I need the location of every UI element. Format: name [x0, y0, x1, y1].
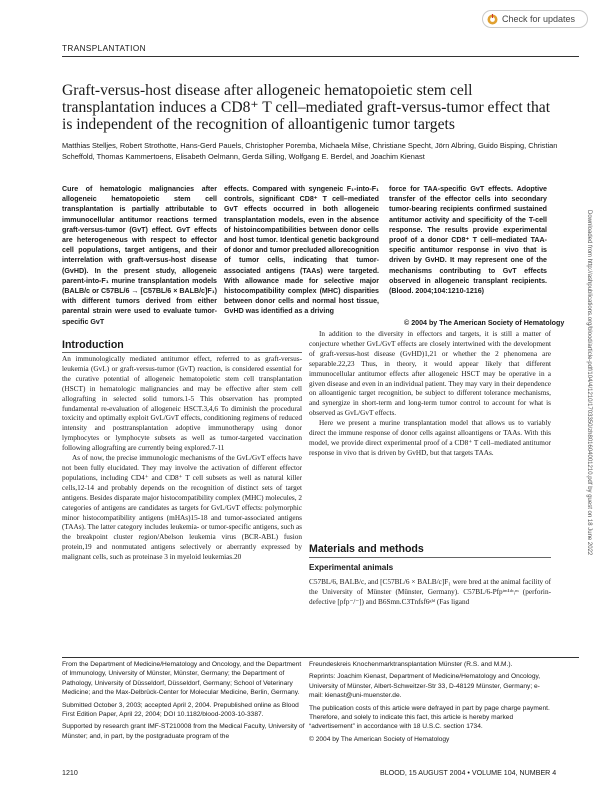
abstract-col-1: Cure of hematologic malignancies after allogeneic hematopoietic stem cell transplantation is partially attributable to immunocellular antitumor reactions termed graft-versus-tumor (GvT) effect. GvT effects are heterogeneous with respect to effector cell populations, target antigens, and their interrelation with graft-versus-host disease (GvHD). In the present study, allogeneic parent-into-F₁ murine transplantation models (BALB/c or C57BL/6 → [C57BL/6 × BALB/c]F₁) with different tumors derived from either parental strain were used to evaluate tumor-specific GvT — [62, 185, 217, 326]
footnotes-right — [309, 660, 551, 747]
footnote-reprints: Reprints: Joachim Kienast, Department of Medicine/Hematology and Oncology, University of Münster, Albert-Schweitzer-Str 33, D-48129 Münster, Germany; e-mail: kienast@uni-muenster.de. — [309, 673, 541, 700]
footnote-submitted: Submitted October 3, 2003; accepted April 2, 2004. Prepublished online as Blood First Edition Paper, April 22, 2004; DOI 10.1182/blood-2003-10-3387. — [62, 701, 299, 719]
footnote-copyright: © 2004 by The American Society of Hematology — [309, 735, 450, 743]
update-badge-icon — [487, 14, 498, 25]
footnote-rule — [62, 657, 579, 658]
abstract-copyright: © 2004 by The American Society of Hematology — [404, 319, 565, 327]
introduction-heading: Introduction — [62, 339, 124, 351]
methods-subheading: Experimental animals — [309, 563, 394, 572]
download-notice: Downloaded from http://ashpublications.org/blood/article-pdf/104/4/1210/1703350/zh801604001210.pdf by guest on 18 June 2022 — [586, 210, 592, 556]
intro-paragraph: Here we present a murine transplantation model that allows us to variably direct the immune response of donor cells against alloantigens or TAAs. With this model, we provide direct experimental proof of a CD8⁺ T cell–mediated antitumor response in vivo that is driven by GvHD, but that targets TAAs. — [309, 419, 551, 457]
intro-paragraph: In addition to the diversity in effectors and targets, it is still a matter of conjecture whether GvL/GvT effects are closely intertwined with the development of graft-versus-host disease (GvHD)1,21 or whether the 2 phenomena are separable.22,23 Thus, in theory, it would appear likely that different immunocellular antitumor effects after allogeneic HSCT may be operative in a given disease and even in an individual patient. They may vary in their dependence on alloantigenic target recognition, be subject to different tolerance mechanisms, and synergize in short-term and long-term tumor control to account for what is observed as GvL/GvT effects. — [309, 330, 551, 418]
footnotes-left — [62, 660, 307, 744]
methods-heading: Materials and methods — [309, 543, 424, 555]
check-for-updates-badge[interactable] — [482, 10, 588, 28]
intro-rule — [62, 352, 302, 353]
intro-right-column — [309, 330, 551, 459]
header-rule — [62, 56, 579, 57]
methods-text: C57BL/6, BALB/c, and [C57BL/6 × BALB/c]F₁ were bred at the animal facility of the University of Münster (Münster, Germany). C57BL/6-Pfpᵗᵐ¹ᵈᶜᵢᵐ (perforin-defective [pfp⁻/⁻]) and B6Smn.C3Tnfsf6ᵍˡᵈ (Fas ligand — [309, 578, 551, 606]
abstract-col-2: effects. Compared with syngeneic F₁-into-F₁ controls, significant CD8⁺ T cell–mediated GvT effects occurred in both allogeneic transplantation models, even in the absence of histoincompatibilities between donor cells and host tumor. Identical genetic background of donor and tumor precluded allorecognition of tumor cells, indicating that tumor-associated antigens (TAAs) were targeted. With allowance made for selective major histocompatibility complex (MHC) disparities between donor cells and normal host tissue, GvHD was identified as a driving — [224, 185, 379, 316]
download-sidebar — [585, 210, 595, 660]
footnote-charges: The publication costs of this article were defrayed in part by page charge payment. Therefore, and solely to indicate this fact, this article is hereby marked “advertisement” in accordance with 18 U.S.C. section 1734. — [309, 704, 550, 731]
page-number: 1210 — [62, 769, 78, 777]
badge-label: Check for updates — [502, 14, 576, 24]
footnote-continued: Freundeskreis Knochenmarktransplantation Münster (R.S. and M.M.). — [309, 661, 513, 668]
methods-rule — [309, 557, 551, 558]
article-title: Graft-versus-host disease after allogeneic hematopoietic stem cell transplantation induces a CD8⁺ T cell–mediated graft-versus-tumor effect that is independent of the recognition of alloantigenic tumor targets — [62, 82, 551, 133]
section-label: TRANSPLANTATION — [62, 44, 146, 53]
footnote-affiliations: From the Department of Medicine/Hematology and Oncology, and the Department of Immunology, University of Münster, Münster, Germany; the Department of Pathology, University of Düsseldorf, Düsseldorf, Germany; School of Veterinary Medicine; and the Max-Delbrück-Center for Molecular Medicine, Berlin, Germany. — [62, 661, 302, 697]
journal-citation: BLOOD, 15 AUGUST 2004 • VOLUME 104, NUMBER 4 — [380, 769, 557, 777]
footnote-support: Supported by research grant IMF-ST210008 from the Medical Faculty, University of Münster; and, in part, by the postgraduate program of the — [62, 723, 305, 740]
intro-left-column — [62, 355, 302, 563]
author-list: Matthias Stelljes, Robert Strothotte, Hans-Gerd Pauels, Christopher Poremba, Michaela Milse, Christiane Specht, Jörn Albring, Guido Bisping, Christian Scheffold, Thomas Kammertoens, Elisabeth Oelmann, Gerda Silling, Wolfgang E. Berdel, and Joachim Kienast — [62, 141, 558, 161]
abstract-col-3: force for TAA-specific GvT effects. Adoptive transfer of the effector cells into secondary tumor-bearing recipients confirmed sustained antitumor activity and specificity of the T-cell response. The results provide experimental proof of a donor CD8⁺ T cell–mediated TAA-specific antitumor response in vivo that is driven by GvHD. It may represent one of the mechanisms contributing to GvT effects observed in allogeneic transplant recipients. (Blood. 2004;104:1210-1216) — [389, 185, 547, 296]
intro-paragraph: An immunologically mediated antitumor effect, referred to as graft-versus-leukemia (GvL) or graft-versus-tumor (GvT) reaction, is considered essential for the curative potential of allogeneic hematopoietic stem cell transplantation (HSCT) in hematologic malignancies and may be effective after stem cell allografting in selected solid tumors.1-5 This observation has prompted fundamental re-evaluation of allogeneic HSCT.3,4,6 To diminish the procedural toxicity and optimally exploit GvL/GvT effects, conditioning regimens of reduced intensity and posttransplantation adoptive immunotherapy using donor lymphocytes or lymphocyte subsets as well as tumor-targeted vaccination following allografting are currently being explored.7-11 — [62, 355, 302, 453]
intro-paragraph: As of now, the precise immunologic mechanisms of the GvL/GvT effects have not been fully elucidated. They may involve the activation of different effector populations, including CD4⁺ and CD8⁺ T cell subsets as well as natural killer cells,12-14 and probably depends on the recognition of distinct sets of target antigens. Besides disparate major histocompatibility complex (MHC) molecules, 2 categories of antigens are candidates as targets for GvL/GvT effects: polymorphic minor histocompatibility antigens (mHAs)15-18 and tumor-associated antigens (TAAs). The latter category includes leukemia- or tumor-specific antigens, such as the breakpoint cluster region/Abelson leukemia virus (BCR-ABL) fusion protein,19 and nonmutated antigens selectively or aberrantly expressed by malignant cells, such as proteinase 3 in myeloid leukemias.20 — [62, 454, 303, 562]
methods-paragraph — [309, 578, 551, 608]
